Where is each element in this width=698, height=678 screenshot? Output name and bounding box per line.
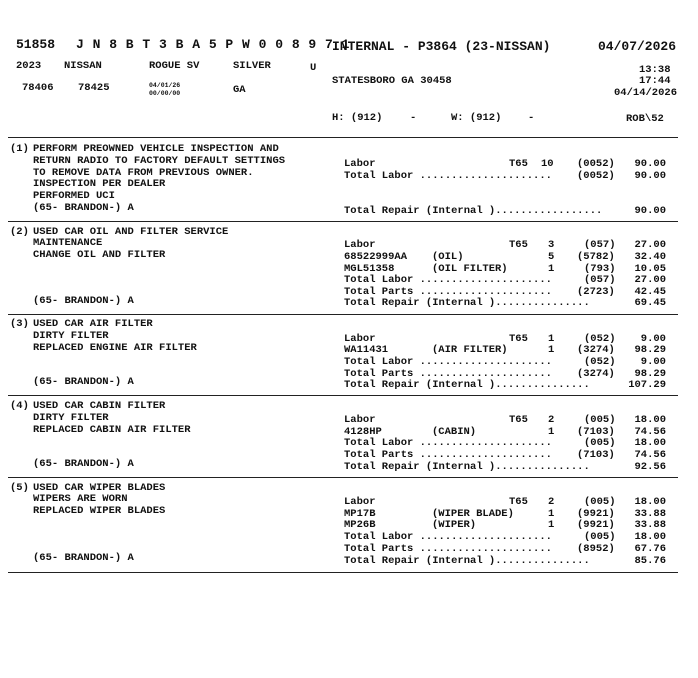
job-desc-line: RETURN RADIO TO FACTORY DEFAULT SETTINGS xyxy=(33,155,286,167)
line-qty: 1 xyxy=(548,344,555,356)
home-phone: H: (912) xyxy=(332,112,383,124)
line-code: (9921) xyxy=(577,519,615,531)
line-amount: 42.45 xyxy=(634,286,666,298)
job-desc-line: DIRTY FILTER xyxy=(33,330,109,342)
total-parts-label: Total Parts ..................... xyxy=(344,449,552,461)
part-desc: (WIPER) xyxy=(432,519,477,531)
total-repair-label: Total Repair (Internal )............... xyxy=(344,555,590,567)
line-amount: 10.05 xyxy=(634,263,666,275)
job-tech: (65- BRANDON-) A xyxy=(33,202,134,214)
internal-title: INTERNAL - P3864 (23-NISSAN) xyxy=(332,39,551,54)
line-code: (057) xyxy=(584,274,616,286)
date-bottom: 04/14/2026 xyxy=(614,87,678,99)
line-code: (8952) xyxy=(577,543,615,555)
vehicle-year: 2023 xyxy=(16,60,42,72)
vehicle-make: NISSAN xyxy=(64,60,102,72)
work-phone-dash: - xyxy=(528,112,535,124)
job-desc-line: MAINTENANCE xyxy=(33,237,103,249)
total-labor-label: Total Labor ..................... xyxy=(344,356,552,368)
state: GA xyxy=(233,84,246,96)
job-number: (3) xyxy=(10,318,29,330)
part-number: WA11431 xyxy=(344,344,389,356)
line-code: (057) xyxy=(584,239,616,251)
line-qty: 10 xyxy=(541,158,554,170)
separator xyxy=(8,572,678,573)
line-amount: 18.00 xyxy=(634,437,666,449)
part-desc: (OIL FILTER) xyxy=(432,263,508,275)
vehicle-color: SILVER xyxy=(233,60,271,72)
line-amount: 32.40 xyxy=(634,251,666,263)
line-amount: 33.88 xyxy=(634,519,666,531)
date-top: 04/07/2026 xyxy=(598,39,677,54)
total-repair-label: Total Repair (Internal )............... xyxy=(344,379,590,391)
total-repair-amount: 69.45 xyxy=(634,297,666,309)
job-tech: (65- BRANDON-) A xyxy=(33,458,134,470)
job-tech: (65- BRANDON-) A xyxy=(33,376,134,388)
line-code: (005) xyxy=(584,437,616,449)
part-desc: (CABIN) xyxy=(432,426,477,438)
separator xyxy=(8,314,678,315)
job-desc-line: REPLACED WIPER BLADES xyxy=(33,505,166,517)
line-code: (3274) xyxy=(577,344,615,356)
line-qty: 1 xyxy=(548,508,555,520)
total-repair-amount: 90.00 xyxy=(634,205,666,217)
line-amount: 27.00 xyxy=(634,239,666,251)
line-qty: 1 xyxy=(548,263,555,275)
job-desc-line: WIPERS ARE WORN xyxy=(33,493,128,505)
job-desc-line: REPLACED ENGINE AIR FILTER xyxy=(33,342,197,354)
total-repair-amount: 85.76 xyxy=(634,555,666,567)
line-amount: 9.00 xyxy=(640,333,666,345)
line-qty: 3 xyxy=(548,239,555,251)
job-number: (4) xyxy=(10,400,29,412)
line-amount: 18.00 xyxy=(634,496,666,508)
job-number: (2) xyxy=(10,226,29,238)
vin: J N 8 B T 3 B A 5 P W 0 0 8 9 7 1 xyxy=(76,37,350,52)
total-labor-label: Total Labor ..................... xyxy=(344,531,552,543)
line-code: (3274) xyxy=(577,368,615,380)
line-code: (0052) xyxy=(577,158,615,170)
line-amount: 18.00 xyxy=(634,414,666,426)
line-amount: 27.00 xyxy=(634,274,666,286)
line-code: (005) xyxy=(584,414,616,426)
job-number: (5) xyxy=(10,482,29,494)
line-qty: 5 xyxy=(548,251,555,263)
line-amount: 74.56 xyxy=(634,449,666,461)
job-desc-line: CHANGE OIL AND FILTER xyxy=(33,249,166,261)
line-code: (005) xyxy=(584,531,616,543)
total-labor-label: Total Labor ..................... xyxy=(344,437,552,449)
date-small-1: 04/01/26 xyxy=(149,82,181,89)
line-tech: T65 xyxy=(509,158,528,170)
line-amount: 33.88 xyxy=(634,508,666,520)
home-phone-dash: - xyxy=(410,112,417,124)
ro-number: 51858 xyxy=(16,37,56,52)
job-tech: (65- BRANDON-) A xyxy=(33,552,134,564)
part-number: MP17B xyxy=(344,508,376,520)
total-labor-label: Total Labor ..................... xyxy=(344,274,552,286)
job-desc-line: DIRTY FILTER xyxy=(33,412,109,424)
total-parts-label: Total Parts ..................... xyxy=(344,368,552,380)
job-desc-line: USED CAR CABIN FILTER xyxy=(33,400,166,412)
line-label: Labor xyxy=(344,496,376,508)
line-code: (0052) xyxy=(577,170,615,182)
line-code: (7103) xyxy=(577,426,615,438)
part-number: 68522999AA xyxy=(344,251,408,263)
line-amount: 67.76 xyxy=(634,543,666,555)
part-number: 4128HP xyxy=(344,426,382,438)
date-small-2: 00/00/00 xyxy=(149,90,181,97)
line-label: Labor xyxy=(344,414,376,426)
line-qty: 1 xyxy=(548,333,555,345)
total-repair-label: Total Repair (Internal )............... xyxy=(344,461,590,473)
line-amount: 18.00 xyxy=(634,531,666,543)
separator xyxy=(8,477,678,478)
job-desc-line: PERFORM PREOWNED VEHICLE INSPECTION AND xyxy=(33,143,279,155)
line-label: Labor xyxy=(344,239,376,251)
job-desc-line: USED CAR OIL AND FILTER SERVICE xyxy=(33,226,229,238)
line-label: Labor xyxy=(344,333,376,345)
line-code: (793) xyxy=(584,263,616,275)
line-tech: T65 xyxy=(509,333,528,345)
line-code: (052) xyxy=(584,333,616,345)
line-amount: 90.00 xyxy=(634,158,666,170)
total-parts-label: Total Parts ..................... xyxy=(344,543,552,555)
separator xyxy=(8,221,678,222)
total-labor-label: Total Labor ..................... xyxy=(344,170,552,182)
mileage-out: 78425 xyxy=(78,82,110,94)
advisor: ROB\52 xyxy=(626,113,664,125)
part-number: MP26B xyxy=(344,519,376,531)
line-code: (2723) xyxy=(577,286,615,298)
separator xyxy=(8,137,678,138)
line-qty: 1 xyxy=(548,426,555,438)
time-out: 17:44 xyxy=(639,75,671,87)
line-amount: 9.00 xyxy=(640,356,666,368)
total-repair-label: Total Repair (Internal )............... xyxy=(344,297,590,309)
job-desc-line: INSPECTION PER DEALER xyxy=(33,178,166,190)
line-amount: 74.56 xyxy=(634,426,666,438)
line-code: (9921) xyxy=(577,508,615,520)
line-tech: T65 xyxy=(509,496,528,508)
time-in: 13:38 xyxy=(639,64,671,76)
line-amount: 90.00 xyxy=(634,170,666,182)
part-number: MGL51358 xyxy=(344,263,395,275)
vehicle-model: ROGUE SV xyxy=(149,60,200,72)
flag-u: U xyxy=(310,62,317,74)
line-tech: T65 xyxy=(509,239,528,251)
job-desc-line: PERFORMED UCI xyxy=(33,190,115,202)
job-desc-line: TO REMOVE DATA FROM PREVIOUS OWNER. xyxy=(33,167,254,179)
line-qty: 2 xyxy=(548,414,555,426)
part-desc: (AIR FILTER) xyxy=(432,344,508,356)
line-tech: T65 xyxy=(509,414,528,426)
part-desc: (OIL) xyxy=(432,251,464,263)
separator xyxy=(8,395,678,396)
line-label: Labor xyxy=(344,158,376,170)
work-phone: W: (912) xyxy=(451,112,502,124)
line-code: (052) xyxy=(584,356,616,368)
job-number: (1) xyxy=(10,143,29,155)
line-code: (005) xyxy=(584,496,616,508)
total-parts-label: Total Parts ..................... xyxy=(344,286,552,298)
total-repair-label: Total Repair (Internal )................. xyxy=(344,205,603,217)
city-state-zip: STATESBORO GA 30458 xyxy=(332,75,452,87)
job-tech: (65- BRANDON-) A xyxy=(33,295,134,307)
job-desc-line: USED CAR WIPER BLADES xyxy=(33,482,166,494)
line-amount: 98.29 xyxy=(634,368,666,380)
total-repair-amount: 92.56 xyxy=(634,461,666,473)
line-code: (7103) xyxy=(577,449,615,461)
mileage-in: 78406 xyxy=(22,82,54,94)
line-amount: 98.29 xyxy=(634,344,666,356)
part-desc: (WIPER BLADE) xyxy=(432,508,514,520)
line-qty: 1 xyxy=(548,519,555,531)
job-desc-line: REPLACED CABIN AIR FILTER xyxy=(33,424,191,436)
line-code: (5782) xyxy=(577,251,615,263)
total-repair-amount: 107.29 xyxy=(628,379,666,391)
line-qty: 2 xyxy=(548,496,555,508)
job-desc-line: USED CAR AIR FILTER xyxy=(33,318,153,330)
